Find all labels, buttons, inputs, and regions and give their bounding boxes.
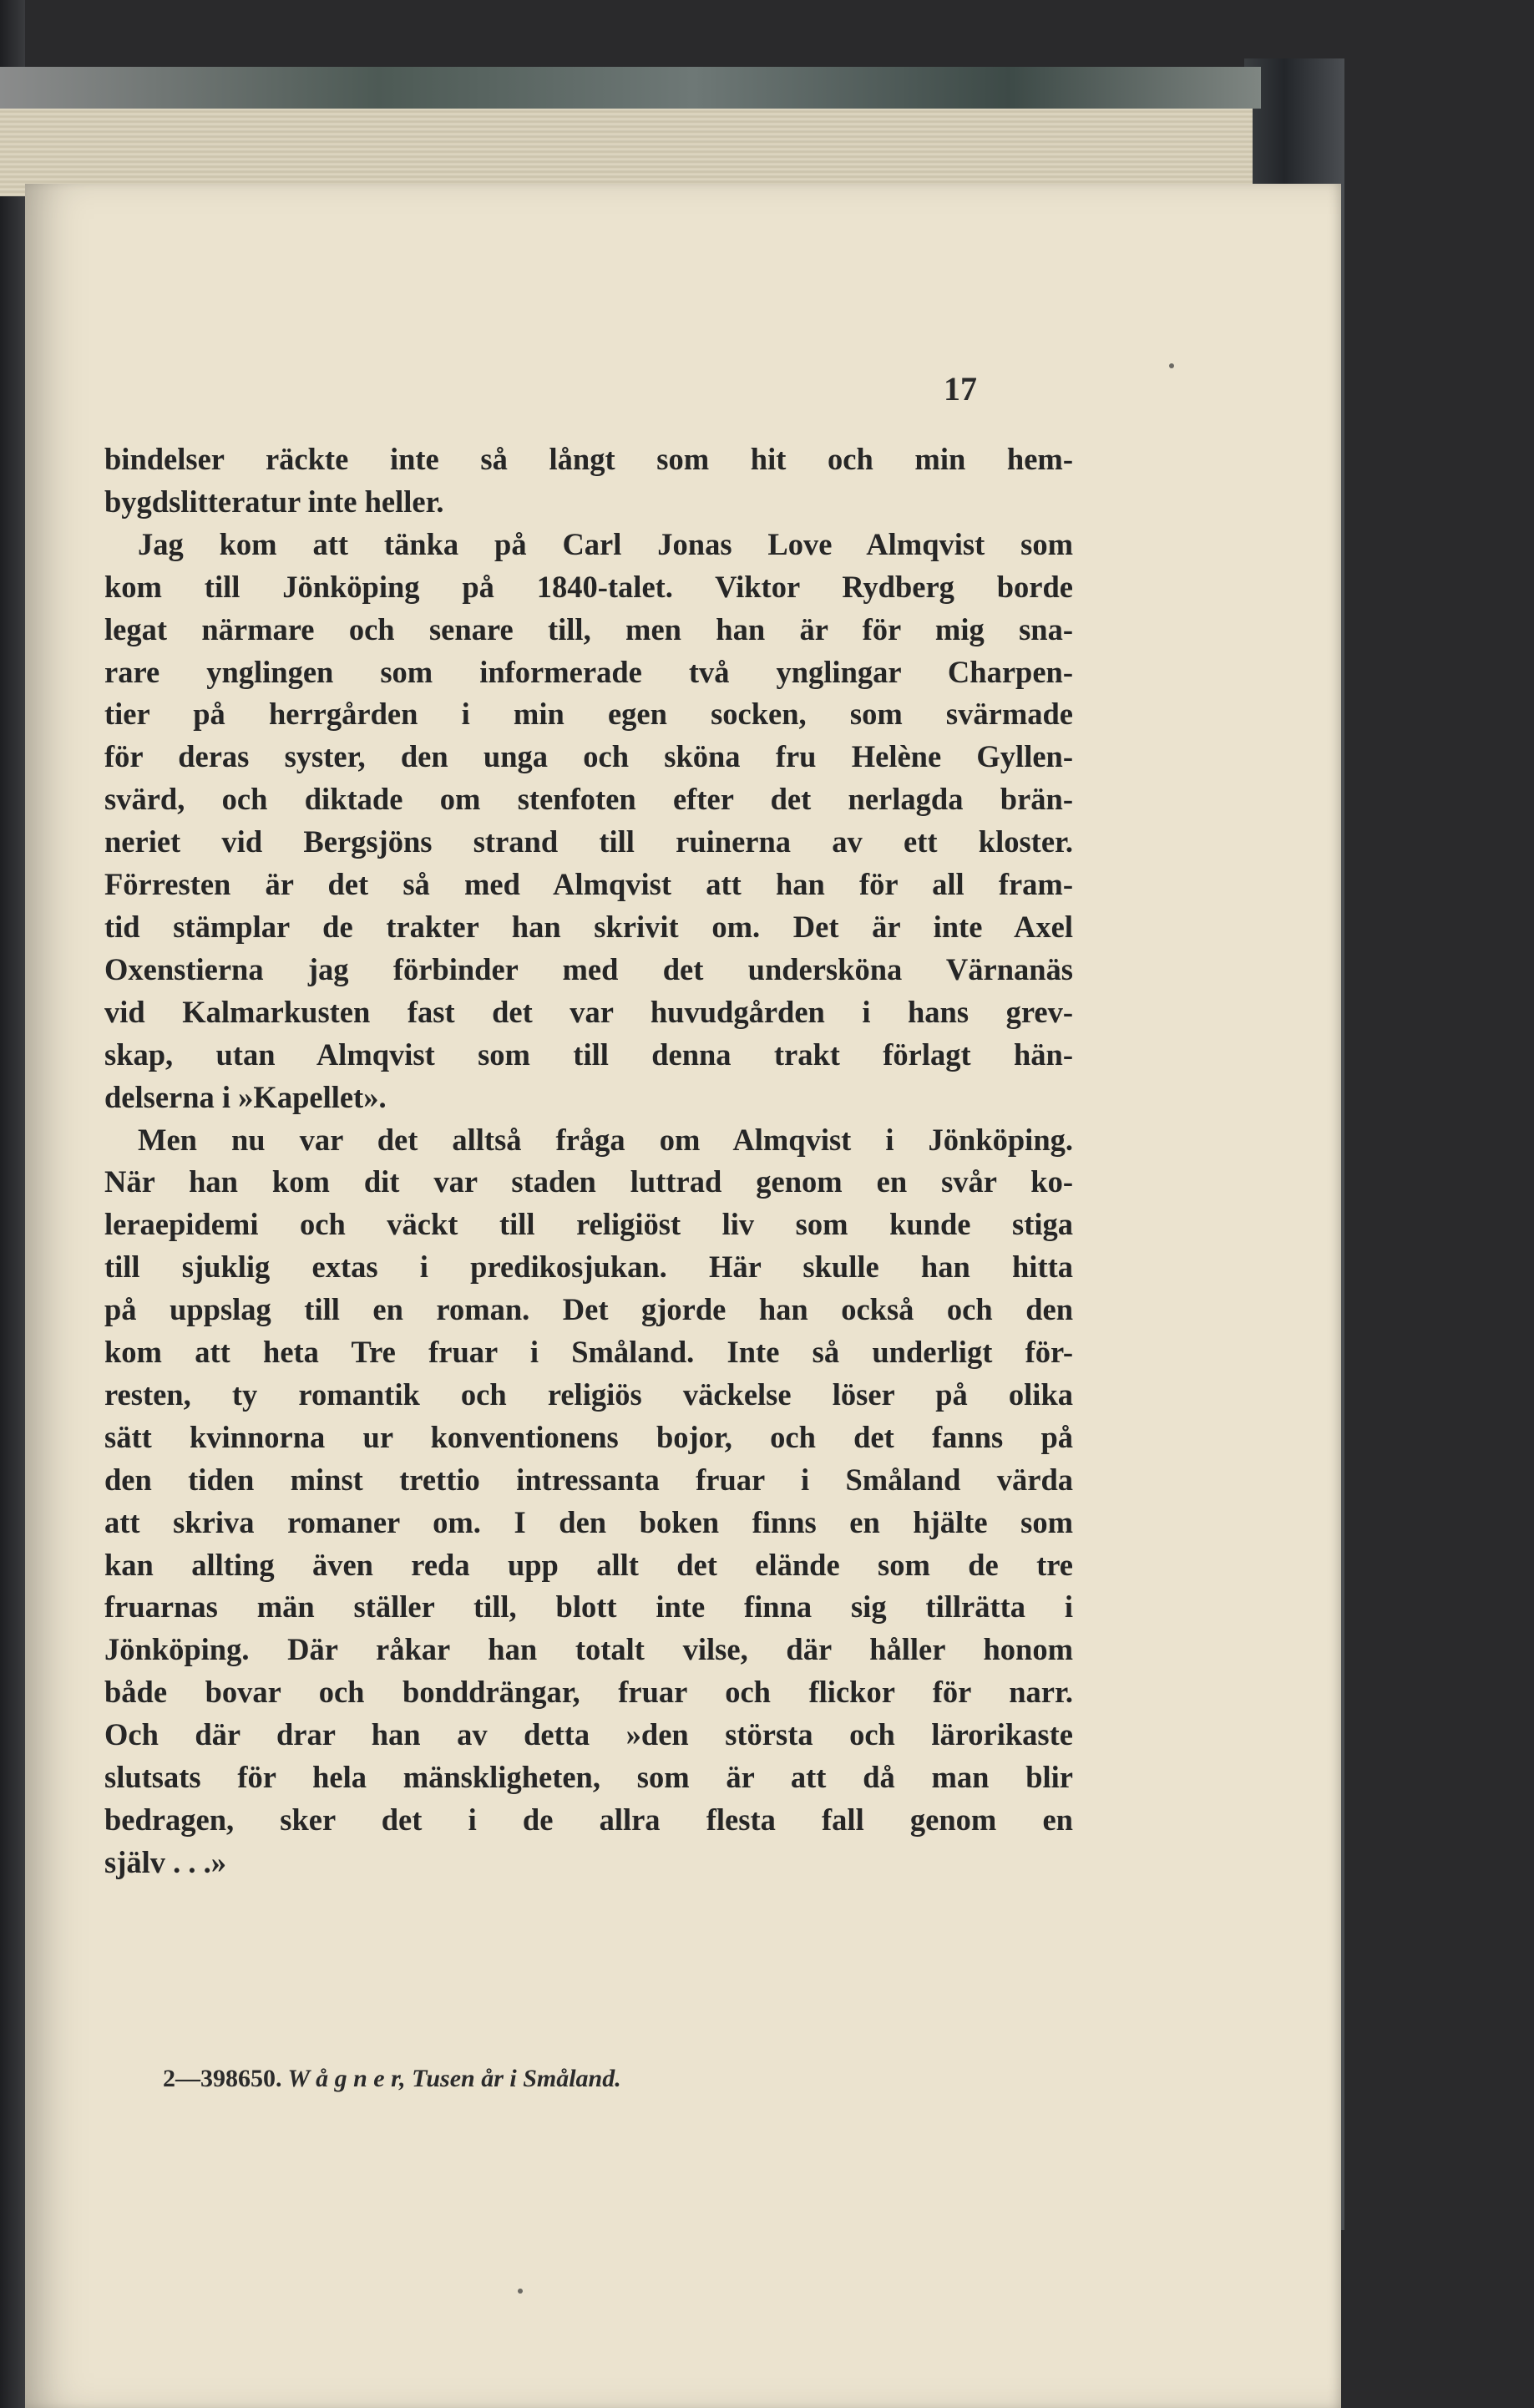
text-line: den tiden minst trettio intressanta fruar i Småland värda	[104, 1462, 1073, 1497]
text-line: sätt kvinnorna ur konventionens bojor, och det fanns på	[104, 1419, 1073, 1454]
text-line: kom att heta Tre fruar i Småland. Inte så underligt för-	[104, 1335, 1073, 1370]
footer-signature	[163, 2065, 621, 2093]
text-line: till sjuklig extas i predikosjukan. Här skulle han hitta	[104, 1250, 1073, 1285]
text-line: fruarnas män ställer till, blott inte finna sig tillrätta i	[104, 1589, 1073, 1625]
page-number: 17	[944, 370, 977, 408]
book-page	[25, 184, 1341, 2408]
text-line: Men nu var det alltså fråga om Almqvist i Jönköping.	[138, 1122, 1073, 1157]
text-line: Jönköping. Där råkar han totalt vilse, där håller honom	[104, 1632, 1073, 1667]
text-line: själv . . .»	[104, 1844, 226, 1879]
text-line: vid Kalmarkusten fast det var huvudgården i hans grev-	[104, 994, 1073, 1029]
book-cover-top	[0, 67, 1261, 109]
paper-speck	[1169, 363, 1174, 368]
text-line: kan allting även reda upp allt det elände som de tre	[104, 1547, 1073, 1582]
text-line: bedragen, sker det i de allra flesta fall genom en	[104, 1802, 1073, 1837]
scan-background	[0, 0, 25, 2408]
body-text	[104, 439, 1073, 1884]
text-line: att skriva romaner om. I den boken finns en hjälte som	[104, 1504, 1073, 1539]
text-line: resten, ty romantik och religiös väckelse löser på olika	[104, 1376, 1073, 1412]
text-line: neriet vid Bergsjöns strand till ruinerna av ett kloster.	[104, 824, 1073, 859]
text-line: tid stämplar de trakter han skrivit om. Det är inte Axel	[104, 909, 1073, 944]
text-line: Oxenstierna jag förbinder med det undersköna Värnanäs	[104, 951, 1073, 986]
paper-speck	[518, 2289, 523, 2294]
text-line: När han kom dit var staden luttrad genom en svår ko-	[104, 1164, 1073, 1199]
text-line: tier på herrgården i min egen socken, som svärmade	[104, 697, 1073, 732]
text-line: Förresten är det så med Almqvist att han för all fram-	[104, 867, 1073, 902]
text-line: kom till Jönköping på 1840-talet. Viktor Rydberg borde	[104, 569, 1073, 604]
text-line: Jag kom att tänka på Carl Jonas Love Almqvist som	[138, 526, 1073, 561]
text-line: bindelser räckte inte så långt som hit och min hem-	[104, 442, 1073, 476]
text-line: leraepidemi och väckt till religiöst liv som kunde stiga	[104, 1207, 1073, 1242]
text-line: slutsats för hela mänskligheten, som är att då man blir	[104, 1760, 1073, 1795]
text-line: svärd, och diktade om stenfoten efter det nerlagda brän-	[104, 782, 1073, 817]
text-line: för deras syster, den unga och sköna fru Helène Gyllen-	[104, 739, 1073, 774]
text-line: bygdslitteratur inte heller.	[104, 484, 444, 519]
text-line: Och där drar han av detta »den största och lärorikaste	[104, 1717, 1073, 1752]
text-line: både bovar och bonddrängar, fruar och flickor för narr.	[104, 1675, 1073, 1710]
text-line: rare ynglingen som informerade två ynglingar Charpen-	[104, 654, 1073, 689]
signature-title: W å g n e r, Tusen år i Småland.	[287, 2065, 621, 2092]
text-line: delserna i »Kapellet».	[104, 1079, 387, 1114]
text-line: skap, utan Almqvist som till denna trakt förlagt hän-	[104, 1037, 1073, 1072]
signature-number: 2—398650.	[163, 2065, 282, 2092]
text-line: på uppslag till en roman. Det gjorde han också och den	[104, 1292, 1073, 1327]
text-line: legat närmare och senare till, men han är för mig sna-	[104, 611, 1073, 646]
